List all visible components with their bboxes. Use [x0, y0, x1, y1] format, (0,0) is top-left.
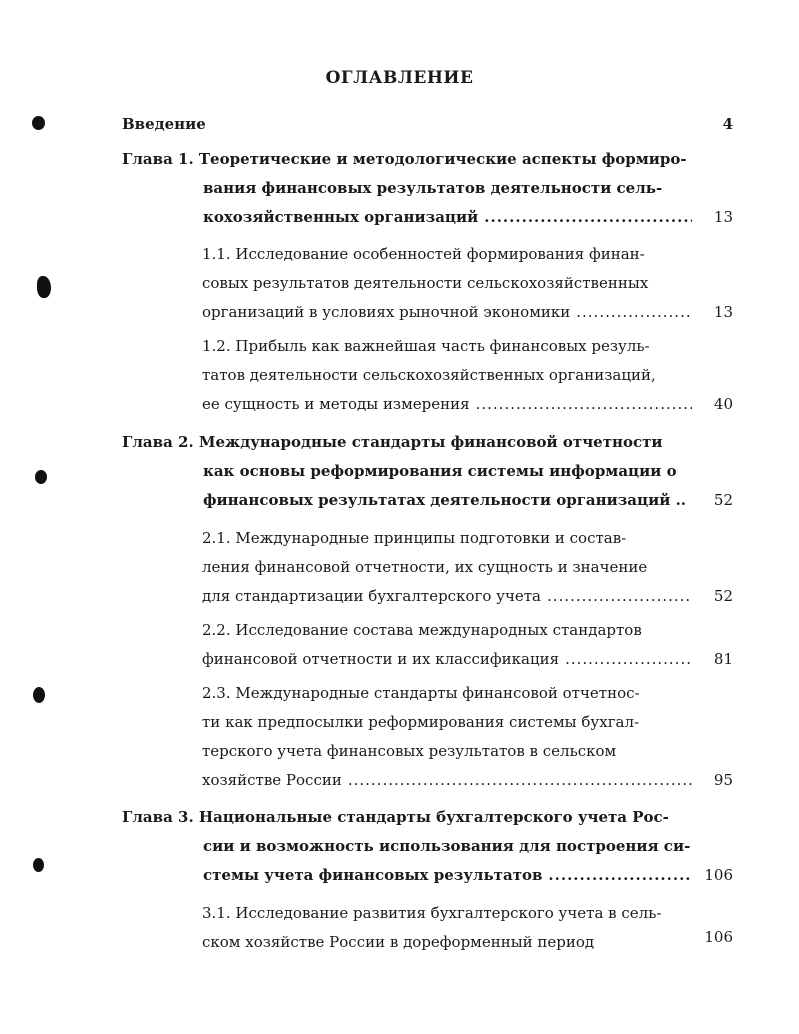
toc-section-1-1[interactable] — [202, 240, 692, 327]
toc-line: 2.3. Международные стандарты финансовой отчетнос- — [202, 684, 640, 702]
toc-section-2-1-page: 52 — [713, 587, 733, 605]
toc-line: совых результатов деятельности сельскохозяйственных — [202, 274, 649, 292]
dot-leader — [576, 298, 692, 327]
toc-section-1-1-page: 13 — [713, 303, 733, 321]
toc-line: Глава 1. Теоретические и методологические аспекты формиро- — [122, 150, 687, 168]
toc-section-2-2[interactable] — [202, 616, 692, 674]
margin-ink-blot — [35, 470, 47, 484]
toc-line: финансовых результатах деятельности организаций .. — [203, 491, 687, 509]
toc-line: терского учета финансовых результатов в сельском — [202, 742, 617, 760]
toc-chapter-3-page: 106 — [704, 866, 733, 884]
toc-line: 2.2. Исследование состава международных стандартов — [202, 621, 642, 639]
dot-leader — [565, 645, 692, 674]
toc-line: ском хозяйстве России в дореформенный период — [202, 933, 595, 951]
toc-section-1-2[interactable] — [202, 332, 692, 419]
toc-line: ее сущность и методы измерения — [202, 395, 470, 413]
toc-line: 2.1. Международные принципы подготовки и состав- — [202, 529, 627, 547]
toc-line: для стандартизации бухгалтерского учета — [202, 587, 541, 605]
margin-ink-blot — [37, 276, 51, 298]
toc-chapter-1-page: 13 — [713, 208, 733, 226]
toc-line: 1.1. Исследование особенностей формирования финан- — [202, 245, 645, 263]
toc-line: вания финансовых результатов деятельности сель- — [203, 179, 663, 197]
margin-ink-blot — [33, 687, 45, 703]
toc-line: стемы учета финансовых результатов — [203, 866, 543, 884]
toc-line: Глава 3. Национальные стандарты бухгалтерского учета Рос- — [122, 808, 669, 826]
margin-ink-blot — [33, 858, 44, 872]
toc-line: хозяйстве России — [202, 771, 342, 789]
dot-leader — [484, 203, 692, 232]
toc-line: организаций в условиях рыночной экономики — [202, 303, 571, 321]
toc-line: ления финансовой отчетности, их сущность и значение — [202, 558, 648, 576]
toc-line: сии и возможность использования для построения си- — [203, 837, 691, 855]
dot-leader — [547, 582, 692, 611]
toc-section-1-2-page: 40 — [713, 395, 733, 413]
toc-line: 3.1. Исследование развития бухгалтерского учета в сель- — [202, 904, 662, 922]
toc-line: кохозяйственных организаций — [203, 208, 479, 226]
toc-line: татов деятельности сельскохозяйственных организаций, — [202, 366, 656, 384]
dot-leader — [548, 861, 692, 890]
toc-line: как основы реформирования системы информации о — [203, 462, 677, 480]
toc-chapter-2[interactable] — [122, 428, 692, 515]
toc-section-2-3[interactable] — [202, 679, 692, 795]
page-title: ОГЛАВЛЕНИЕ — [325, 68, 474, 88]
toc-line: Глава 2. Международные стандарты финансовой отчетности — [122, 433, 663, 451]
dot-leader — [476, 390, 692, 419]
toc-chapter-2-page: 52 — [713, 491, 733, 509]
toc-intro-label[interactable]: Введение — [122, 115, 206, 133]
toc-line: финансовой отчетности и их классификация — [202, 650, 560, 668]
toc-section-2-1[interactable] — [202, 524, 692, 611]
toc-line: 1.2. Прибыль как важнейшая часть финансовых резуль- — [202, 337, 650, 355]
toc-intro-page: 4 — [722, 115, 733, 133]
toc-line: ти как предпосылки реформирования системы бухгал- — [202, 713, 640, 731]
toc-section-2-3-page: 95 — [713, 771, 733, 789]
toc-section-3-1[interactable] — [202, 899, 692, 957]
toc-chapter-3[interactable] — [122, 803, 692, 890]
dot-leader — [348, 766, 692, 795]
toc-section-2-2-page: 81 — [713, 650, 733, 668]
toc-section-3-1-page: 106 — [704, 928, 733, 946]
toc-chapter-1[interactable] — [122, 145, 692, 232]
margin-ink-blot — [32, 116, 45, 130]
